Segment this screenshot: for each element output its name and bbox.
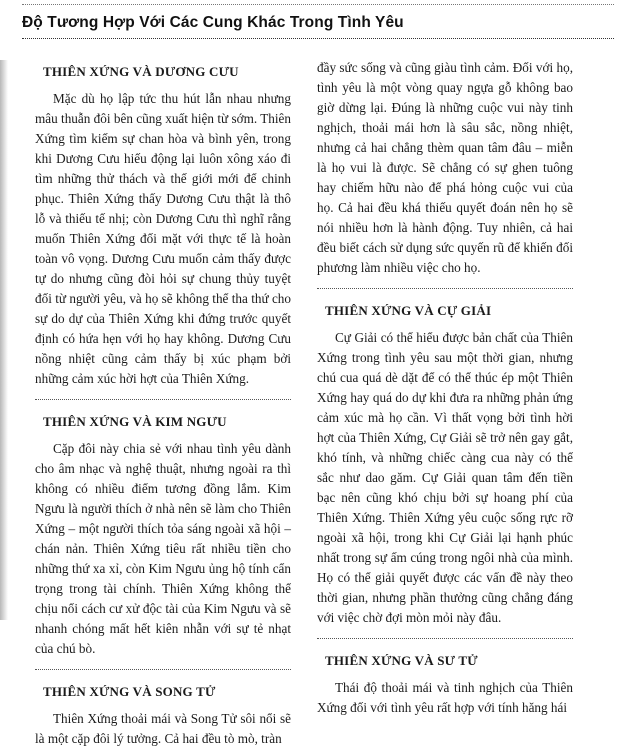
section-title-su-tu: THIÊN XỨNG VÀ SƯ TỬ	[325, 653, 478, 668]
section-divider	[35, 399, 291, 400]
page-binding-shadow	[0, 60, 8, 620]
section-divider	[317, 288, 573, 289]
right-column	[317, 58, 573, 718]
section-title-duong-cuu: THIÊN XỨNG VÀ DƯƠNG CƯU	[43, 64, 239, 79]
section-text-duong-cuu: Mặc dù họ lập tức thu hút lẫn nhau nhưng mâu thuẫn đôi bên cũng xuất hiện từ sớm. Thiên Xứng tìm kiếm sự chan hòa và bình yên, trong khi Dương Cưu hiếu động lại luôn xông xáo đi tìm những thử thách và thế giới mới để chinh phục. Thiên Xứng thấy Dương Cưu thật là thô lỗ và thiếu tế nhị; còn Dương Cưu thì nghĩ rằng muốn Thiên Xứng đối mặt với thực tế là hoàn toàn vô vọng. Dương Cưu muốn cảm thấy được tự do nhưng cũng đòi hỏi sự chung thủy tuyệt đối từ người yêu, và họ sẽ không thể tha thứ cho sự do dự của Thiên Xứng khi đứng trước quyết định có hứa hẹn với họ hay không. Dương Cưu nồng nhiệt cũng cảm thấy bị xúc phạm bởi những cảm xúc hời hợt của Thiên Xứng.	[35, 91, 291, 386]
section-text-cu-giai: Cự Giải có thể hiểu được bản chất của Thiên Xứng trong tình yêu sau một thời gian, nhưng chú cua quá dè dặt để có thể thúc ép một Thiên Xứng hay quá do dự khi đưa ra những phản ứng cảm xúc mà họ cần. Vì thất vọng bởi tình hời hợt của Thiên Xứng, Cự Giải sẽ trở nên gay gắt, khó tính, và những chiếc càng cua này có thể sắc như dao găm. Cự Giải quan tâm đến tiền bạc nên cũng khó chịu bởi sự hoang phí của Thiên Xứng. Thiên Xứng yêu cuộc sống rực rỡ ngoài xã hội, trong khi Cự Giải lại hạnh phúc nhất trong sự ấm cúng trong ngôi nhà của mình. Họ có thể giải quyết được các vấn đề này theo thời gian, nhưng phần thưởng cũng chẳng đáng với việc chờ đợi mòn mỏi này đâu.	[317, 330, 573, 625]
section-title-kim-nguu: THIÊN XỨNG VÀ KIM NGƯU	[43, 414, 227, 429]
section-title-cu-giai: THIÊN XỨNG VÀ CỰ GIẢI	[325, 303, 492, 318]
section-text-kim-nguu: Cặp đôi này chia sẻ với nhau tình yêu dành cho âm nhạc và nghệ thuật, nhưng ngoài ra thì không có nhiều điểm tương đồng lắm. Kim Ngưu là người thích ở nhà nên sẽ làm cho Thiên Xứng – một người thích tỏa sáng ngoài xã hội – chán nản. Thiên Xứng tiêu rất nhiều tiền cho những thứ xa xỉ, còn Kim Ngưu ủng hộ tính cẩn trọng trong tài chính. Thiên Xứng không thể chịu nổi cách cư xử độc tài của Kim Ngưu và sẽ nhanh chóng mất hết kiên nhẫn với sự tẻ nhạt của chú bò.	[35, 441, 291, 656]
page-header-title: Độ Tương Hợp Với Các Cung Khác Trong Tình Yêu	[22, 14, 404, 31]
section-divider	[35, 669, 291, 670]
section-title-song-tu: THIÊN XỨNG VÀ SONG TỬ	[43, 684, 216, 699]
header-dotted-rule	[22, 38, 614, 39]
section-text-song-tu-continued: đầy sức sống và cũng giàu tình cảm. Đối với họ, tình yêu là một vòng quay ngựa gỗ không bao giờ dừng lại. Đúng là những cuộc vui này tinh nghịch, thoải mái hơn là sâu sắc, nồng nhiệt, nhưng cả hai chẳng thèm quan tâm đâu – miễn là họ vui là được. Sẽ chẳng có sự ghen tuông hay chiếm hữu nào để phá hỏng cuộc vui của họ. Cả hai đều khá thiếu quyết đoán nên họ sẽ nói nhiều hơn là hành động. Tuy nhiên, cả hai đều biết cách sử dụng sức quyến rũ để khiến đối phương làm nhiều việc cho họ.	[317, 60, 573, 275]
section-text-song-tu: Thiên Xứng thoải mái và Song Tử sôi nổi sẽ là một cặp đôi lý tưởng. Cả hai đều tò mò, tràn	[35, 711, 291, 746]
top-dotted-border	[22, 4, 614, 5]
section-text-su-tu: Thái độ thoải mái và tinh nghịch của Thiên Xứng đối với tình yêu rất hợp với tính hăng hái	[317, 680, 573, 715]
section-divider	[317, 638, 573, 639]
left-column	[35, 62, 291, 749]
